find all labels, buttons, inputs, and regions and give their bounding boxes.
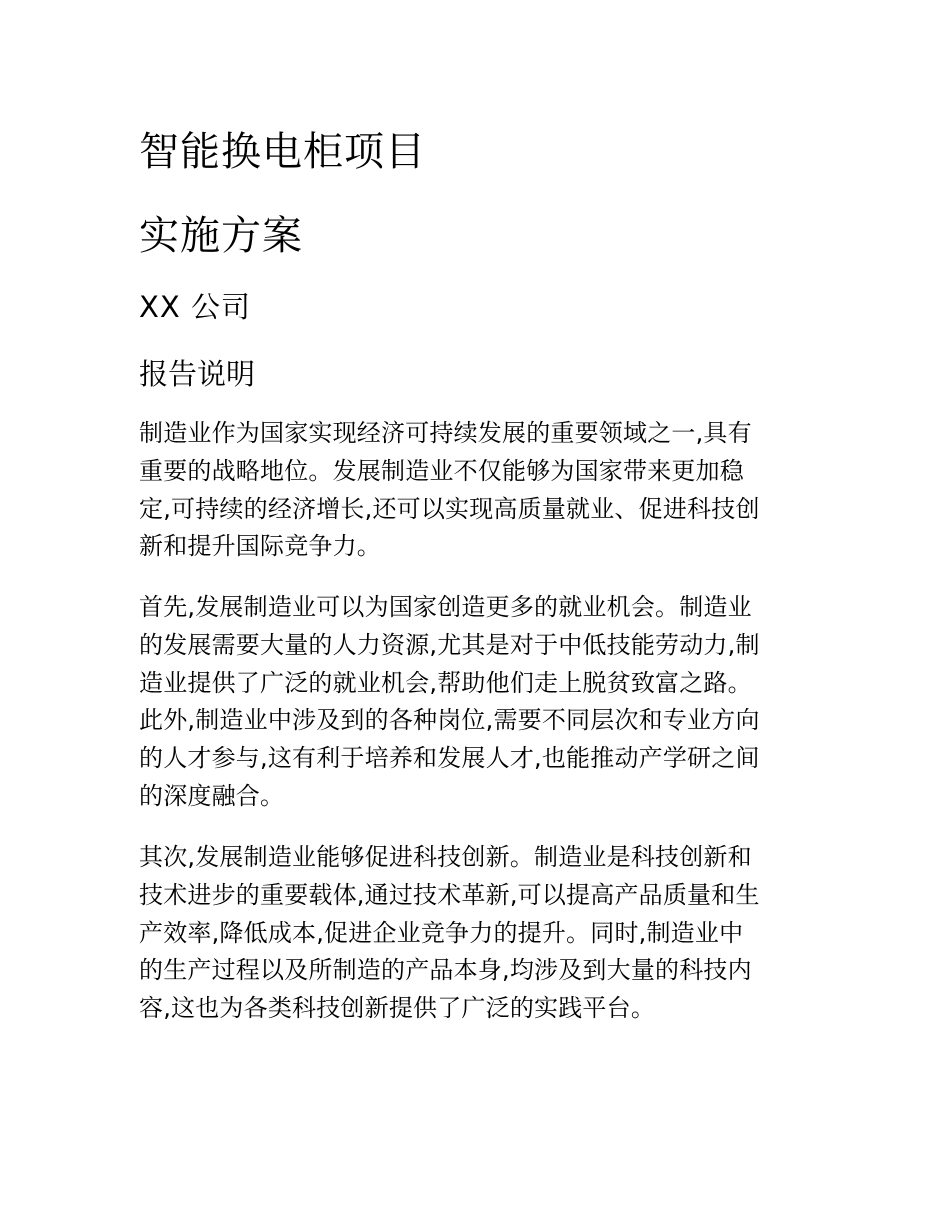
paragraph-line: 容,这也为各类科技创新提供了广泛的实践平台。 — [139, 994, 656, 1023]
paragraph-line: 制造业作为国家实现经济可持续发展的重要领域之一,具有 — [139, 419, 752, 447]
paragraph-line: 造业提供了广泛的就业机会,帮助他们走上脱贫致富之路。 — [139, 668, 752, 697]
paragraph-line: 的发展需要大量的人力资源,尤其是对于中低技能劳动力,制 — [139, 630, 760, 659]
document-subtitle: 实施方案 — [139, 213, 303, 259]
paragraph-line: 新和提升国际竞争力。 — [139, 532, 381, 561]
paragraph-line: 技术进步的重要载体,通过技术革新,可以提高产品质量和生 — [139, 880, 760, 909]
paragraph-line: 此外,制造业中涉及到的各种岗位,需要不同层次和专业方向 — [139, 706, 760, 735]
paragraph — [139, 839, 811, 1028]
paragraph-line: 的人才参与,这有利于培养和发展人才,也能推动产学研之间 — [139, 744, 760, 773]
paragraph-line: 定,可持续的经济增长,还可以实现高质量就业、促进科技创 — [139, 494, 760, 523]
document-title: 智能换电柜项目 — [139, 129, 426, 175]
paragraph-line: 其次,发展制造业能够促进科技创新。制造业是科技创新和 — [139, 843, 752, 871]
company-name: XX 公司 — [139, 290, 251, 324]
paragraph-line: 的深度融合。 — [139, 781, 285, 810]
paragraph — [139, 589, 811, 816]
paragraph-line: 首先,发展制造业可以为国家创造更多的就业机会。制造业 — [139, 593, 752, 621]
paragraph — [139, 415, 811, 566]
paragraph-line: 重要的战略地位。发展制造业不仅能够为国家带来更加稳 — [139, 456, 744, 485]
paragraph-line: 的生产过程以及所制造的产品本身,均涉及到大量的科技内 — [139, 956, 752, 985]
section-heading: 报告说明 — [139, 357, 256, 391]
paragraph-line: 产效率,降低成本,促进企业竞争力的提升。同时,制造业中 — [139, 918, 744, 947]
